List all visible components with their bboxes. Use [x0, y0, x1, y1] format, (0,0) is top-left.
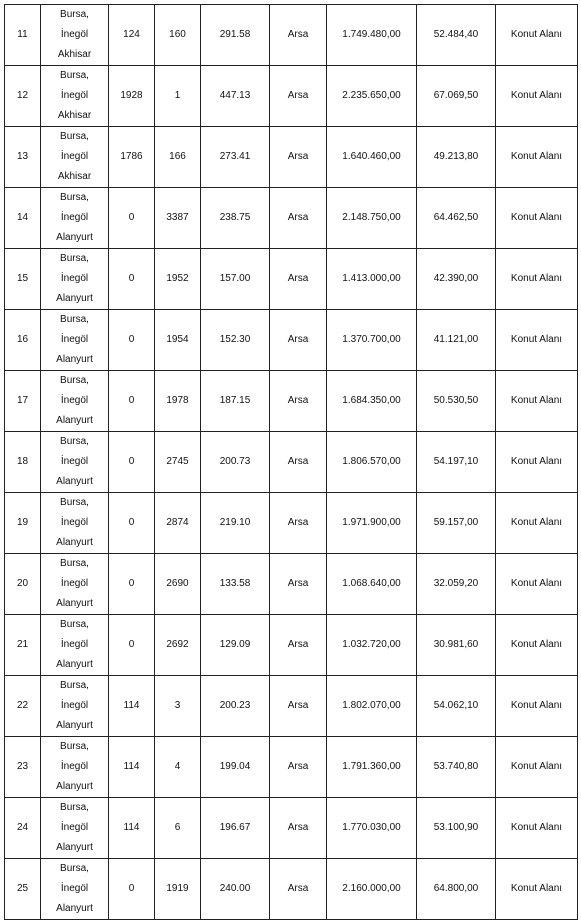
amount-cell: 64.800,00 [417, 859, 496, 920]
amount-cell: 64.462,50 [417, 188, 496, 249]
zoning-cell: Konut Alanı [496, 188, 578, 249]
amount-cell: 50.530,50 [417, 371, 496, 432]
property-type-cell: Arsa [270, 371, 327, 432]
table-row [5, 127, 578, 188]
location-line: Alanyurt [56, 842, 93, 853]
location-line: İnegöl [60, 883, 89, 894]
amount-cell: 53.740,80 [417, 737, 496, 798]
row-number-cell: 23 [5, 737, 41, 798]
location-line: Alanyurt [56, 537, 93, 548]
zoning-cell: Konut Alanı [496, 432, 578, 493]
amount-cell: 41.121,00 [417, 310, 496, 371]
block-number-cell: 1786 [109, 127, 155, 188]
zoning-cell: Konut Alanı [496, 371, 578, 432]
zoning-cell: Konut Alanı [496, 5, 578, 66]
parcel-number-cell: 1 [155, 66, 201, 127]
amount-cell: 30.981,60 [417, 615, 496, 676]
parcel-number-cell: 2745 [155, 432, 201, 493]
parcel-number-cell: 2692 [155, 615, 201, 676]
location-line: Bursa, [60, 741, 89, 752]
amount-cell: 42.390,00 [417, 249, 496, 310]
parcel-number-cell: 1978 [155, 371, 201, 432]
location-line: İnegöl [60, 639, 89, 650]
value-cell: 1.413.000,00 [327, 249, 417, 310]
location-line: Alanyurt [56, 415, 93, 426]
property-type-cell: Arsa [270, 676, 327, 737]
location-line: Bursa, [60, 619, 89, 630]
location-line: İnegöl [60, 334, 89, 345]
location-line: İnegöl [60, 822, 89, 833]
zoning-cell: Konut Alanı [496, 554, 578, 615]
location-line: Alanyurt [56, 232, 93, 243]
parcel-number-cell: 166 [155, 127, 201, 188]
zoning-cell: Konut Alanı [496, 615, 578, 676]
location-line: Bursa, [60, 436, 89, 447]
row-number-cell: 14 [5, 188, 41, 249]
parcel-number-cell: 3 [155, 676, 201, 737]
value-cell: 1.791.360,00 [327, 737, 417, 798]
location-line: İnegöl [60, 212, 89, 223]
amount-cell: 54.197,10 [417, 432, 496, 493]
zoning-cell: Konut Alanı [496, 127, 578, 188]
area-cell: 200.23 [201, 676, 270, 737]
block-number-cell: 1928 [109, 66, 155, 127]
table-row [5, 493, 578, 554]
location-cell [41, 676, 109, 737]
location-line: Bursa, [60, 375, 89, 386]
property-type-cell: Arsa [270, 798, 327, 859]
location-line: Bursa, [60, 558, 89, 569]
block-number-cell: 114 [109, 798, 155, 859]
location-line: Bursa, [60, 192, 89, 203]
location-cell [41, 310, 109, 371]
parcel-number-cell: 1954 [155, 310, 201, 371]
zoning-cell: Konut Alanı [496, 493, 578, 554]
location-cell [41, 249, 109, 310]
location-line: Akhisar [57, 49, 92, 60]
table-row [5, 249, 578, 310]
location-line: Bursa, [60, 802, 89, 813]
location-line: Alanyurt [56, 903, 93, 914]
location-line: Alanyurt [56, 354, 93, 365]
property-type-cell: Arsa [270, 493, 327, 554]
table-row [5, 432, 578, 493]
location-cell [41, 615, 109, 676]
location-cell [41, 188, 109, 249]
amount-cell: 49.213,80 [417, 127, 496, 188]
row-number-cell: 11 [5, 5, 41, 66]
row-number-cell: 17 [5, 371, 41, 432]
location-line: Alanyurt [56, 598, 93, 609]
property-type-cell: Arsa [270, 5, 327, 66]
zoning-cell: Konut Alanı [496, 676, 578, 737]
block-number-cell: 124 [109, 5, 155, 66]
location-cell [41, 5, 109, 66]
location-line: Bursa, [60, 9, 89, 20]
block-number-cell: 0 [109, 615, 155, 676]
area-cell: 447.13 [201, 66, 270, 127]
amount-cell: 32.059,20 [417, 554, 496, 615]
value-cell: 1.032.720,00 [327, 615, 417, 676]
location-line: Alanyurt [56, 293, 93, 304]
location-cell [41, 66, 109, 127]
location-line: İnegöl [60, 761, 89, 772]
location-cell [41, 127, 109, 188]
zoning-cell: Konut Alanı [496, 859, 578, 920]
value-cell: 2.160.000,00 [327, 859, 417, 920]
row-number-cell: 12 [5, 66, 41, 127]
table-body [5, 5, 578, 920]
location-line: Bursa, [60, 497, 89, 508]
block-number-cell: 0 [109, 432, 155, 493]
amount-cell: 59.157,00 [417, 493, 496, 554]
property-type-cell: Arsa [270, 66, 327, 127]
location-line: Akhisar [57, 110, 92, 121]
location-line: İnegöl [60, 517, 89, 528]
table-row [5, 188, 578, 249]
location-cell [41, 432, 109, 493]
area-cell: 129.09 [201, 615, 270, 676]
location-line: Alanyurt [56, 476, 93, 487]
table-row [5, 66, 578, 127]
value-cell: 1.370.700,00 [327, 310, 417, 371]
parcel-number-cell: 1952 [155, 249, 201, 310]
amount-cell: 53.100,90 [417, 798, 496, 859]
table-row [5, 737, 578, 798]
location-line: Alanyurt [56, 720, 93, 731]
area-cell: 152.30 [201, 310, 270, 371]
location-line: Bursa, [60, 70, 89, 81]
property-type-cell: Arsa [270, 432, 327, 493]
area-cell: 157.00 [201, 249, 270, 310]
parcel-number-cell: 160 [155, 5, 201, 66]
property-type-cell: Arsa [270, 249, 327, 310]
table-row [5, 615, 578, 676]
location-line: İnegöl [60, 700, 89, 711]
location-cell [41, 493, 109, 554]
area-cell: 291.58 [201, 5, 270, 66]
table-row [5, 371, 578, 432]
table-row [5, 554, 578, 615]
block-number-cell: 0 [109, 493, 155, 554]
value-cell: 1.802.070,00 [327, 676, 417, 737]
value-cell: 2.148.750,00 [327, 188, 417, 249]
location-cell [41, 371, 109, 432]
block-number-cell: 114 [109, 737, 155, 798]
block-number-cell: 0 [109, 859, 155, 920]
row-number-cell: 13 [5, 127, 41, 188]
location-line: Akhisar [57, 171, 92, 182]
property-type-cell: Arsa [270, 615, 327, 676]
zoning-cell: Konut Alanı [496, 249, 578, 310]
location-line: Bursa, [60, 131, 89, 142]
block-number-cell: 0 [109, 371, 155, 432]
block-number-cell: 0 [109, 554, 155, 615]
row-number-cell: 16 [5, 310, 41, 371]
value-cell: 2.235.650,00 [327, 66, 417, 127]
parcel-number-cell: 3387 [155, 188, 201, 249]
row-number-cell: 15 [5, 249, 41, 310]
zoning-cell: Konut Alanı [496, 66, 578, 127]
zoning-cell: Konut Alanı [496, 737, 578, 798]
parcel-number-cell: 1919 [155, 859, 201, 920]
value-cell: 1.068.640,00 [327, 554, 417, 615]
block-number-cell: 0 [109, 310, 155, 371]
table-row [5, 310, 578, 371]
property-type-cell: Arsa [270, 310, 327, 371]
row-number-cell: 19 [5, 493, 41, 554]
row-number-cell: 20 [5, 554, 41, 615]
location-line: İnegöl [60, 395, 89, 406]
table-row [5, 798, 578, 859]
location-cell [41, 798, 109, 859]
location-cell [41, 859, 109, 920]
value-cell: 1.749.480,00 [327, 5, 417, 66]
table-row [5, 859, 578, 920]
amount-cell: 52.484,40 [417, 5, 496, 66]
area-cell: 187.15 [201, 371, 270, 432]
table-row [5, 5, 578, 66]
zoning-cell: Konut Alanı [496, 798, 578, 859]
table-row [5, 676, 578, 737]
area-cell: 219.10 [201, 493, 270, 554]
area-cell: 196.67 [201, 798, 270, 859]
location-line: Bursa, [60, 314, 89, 325]
parcel-number-cell: 2874 [155, 493, 201, 554]
property-type-cell: Arsa [270, 127, 327, 188]
area-cell: 199.04 [201, 737, 270, 798]
location-line: Bursa, [60, 863, 89, 874]
area-cell: 273.41 [201, 127, 270, 188]
value-cell: 1.684.350,00 [327, 371, 417, 432]
parcel-number-cell: 6 [155, 798, 201, 859]
block-number-cell: 0 [109, 249, 155, 310]
area-cell: 240.00 [201, 859, 270, 920]
location-line: İnegöl [60, 273, 89, 284]
row-number-cell: 22 [5, 676, 41, 737]
area-cell: 200.73 [201, 432, 270, 493]
parcel-number-cell: 4 [155, 737, 201, 798]
amount-cell: 54.062,10 [417, 676, 496, 737]
location-line: İnegöl [60, 151, 89, 162]
location-cell [41, 737, 109, 798]
property-type-cell: Arsa [270, 188, 327, 249]
location-line: İnegöl [60, 456, 89, 467]
property-type-cell: Arsa [270, 737, 327, 798]
location-line: Alanyurt [56, 659, 93, 670]
location-line: İnegöl [60, 29, 89, 40]
value-cell: 1.971.900,00 [327, 493, 417, 554]
value-cell: 1.806.570,00 [327, 432, 417, 493]
parcel-number-cell: 2690 [155, 554, 201, 615]
amount-cell: 67.069,50 [417, 66, 496, 127]
property-type-cell: Arsa [270, 859, 327, 920]
location-line: Bursa, [60, 253, 89, 264]
row-number-cell: 25 [5, 859, 41, 920]
value-cell: 1.770.030,00 [327, 798, 417, 859]
location-line: Bursa, [60, 680, 89, 691]
location-line: İnegöl [60, 90, 89, 101]
location-line: Alanyurt [56, 781, 93, 792]
area-cell: 238.75 [201, 188, 270, 249]
property-type-cell: Arsa [270, 554, 327, 615]
row-number-cell: 24 [5, 798, 41, 859]
block-number-cell: 114 [109, 676, 155, 737]
property-table [4, 4, 578, 920]
row-number-cell: 21 [5, 615, 41, 676]
block-number-cell: 0 [109, 188, 155, 249]
row-number-cell: 18 [5, 432, 41, 493]
value-cell: 1.640.460,00 [327, 127, 417, 188]
area-cell: 133.58 [201, 554, 270, 615]
zoning-cell: Konut Alanı [496, 310, 578, 371]
location-line: İnegöl [60, 578, 89, 589]
location-cell [41, 554, 109, 615]
